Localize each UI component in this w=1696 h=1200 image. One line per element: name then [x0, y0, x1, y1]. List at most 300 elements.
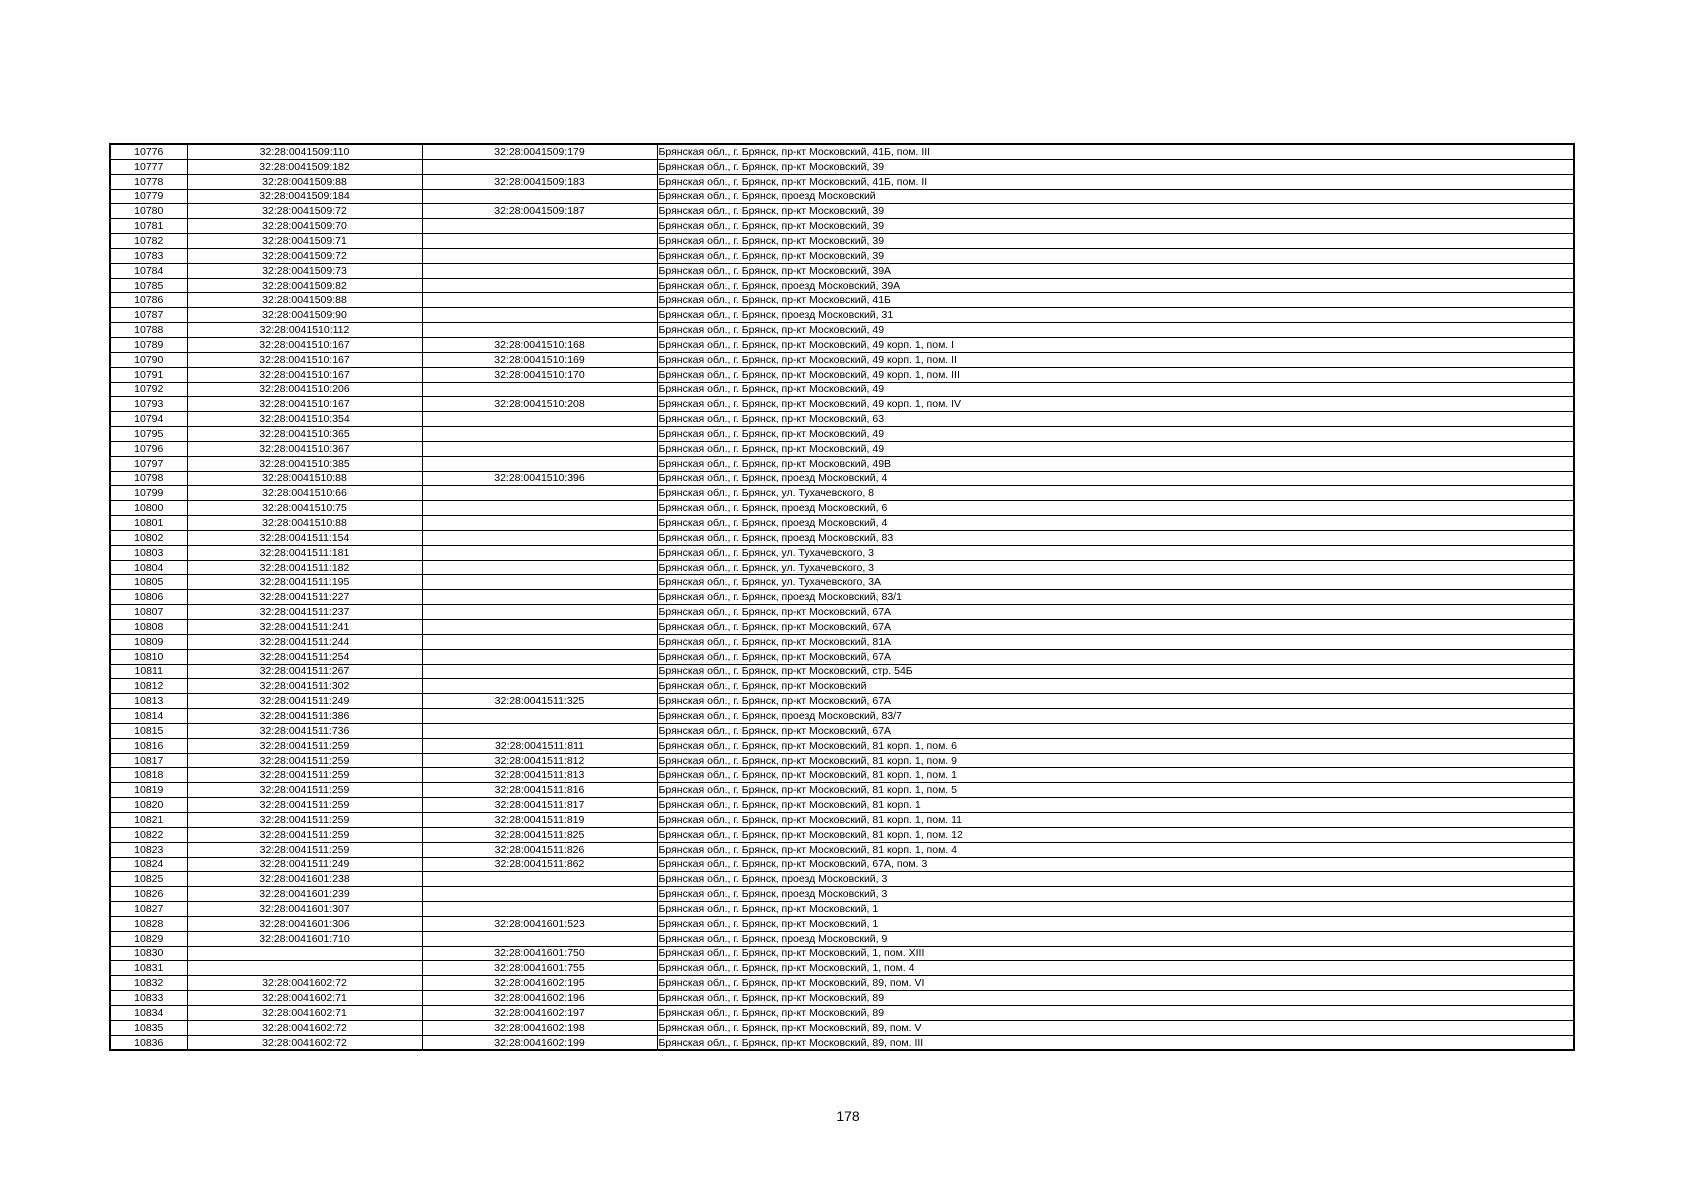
object-cadastral-number-cell — [422, 382, 657, 397]
address-cell: Брянская обл., г. Брянск, пр-кт Московский, 49 корп. 1, пом. II — [657, 352, 1574, 367]
row-number-cell: 10835 — [110, 1020, 187, 1035]
address-cell: Брянская обл., г. Брянск, пр-кт Московский, 67А — [657, 723, 1574, 738]
cadastral-number-cell: 32:28:0041510:206 — [187, 382, 422, 397]
address-cell: Брянская обл., г. Брянск, пр-кт Московский, 81 корп. 1, пом. 4 — [657, 842, 1574, 857]
object-cadastral-number-cell: 32:28:0041602:196 — [422, 991, 657, 1006]
cadastral-number-cell: 32:28:0041511:259 — [187, 842, 422, 857]
object-cadastral-number-cell — [422, 709, 657, 724]
object-cadastral-number-cell — [422, 664, 657, 679]
row-number-cell: 10825 — [110, 872, 187, 887]
cadastral-number-cell: 32:28:0041510:365 — [187, 427, 422, 442]
cadastral-number-cell: 32:28:0041510:167 — [187, 367, 422, 382]
address-cell: Брянская обл., г. Брянск, пр-кт Московский, 39 — [657, 219, 1574, 234]
cadastral-number-cell: 32:28:0041511:259 — [187, 783, 422, 798]
object-cadastral-number-cell — [422, 590, 657, 605]
cadastral-number-cell: 32:28:0041509:71 — [187, 234, 422, 249]
cadastral-number-cell: 32:28:0041602:71 — [187, 1005, 422, 1020]
object-cadastral-number-cell: 32:28:0041510:396 — [422, 471, 657, 486]
row-number-cell: 10818 — [110, 768, 187, 783]
cadastral-number-cell — [187, 961, 422, 976]
row-number-cell: 10801 — [110, 516, 187, 531]
row-number-cell: 10827 — [110, 902, 187, 917]
table-row — [110, 887, 1574, 902]
address-cell: Брянская обл., г. Брянск, пр-кт Московский, 81 корп. 1, пом. 12 — [657, 827, 1574, 842]
table-row — [110, 263, 1574, 278]
table-row — [110, 323, 1574, 338]
cadastral-number-cell: 32:28:0041511:259 — [187, 827, 422, 842]
row-number-cell: 10816 — [110, 738, 187, 753]
address-cell: Брянская обл., г. Брянск, проезд Московский, 4 — [657, 471, 1574, 486]
address-cell: Брянская обл., г. Брянск, пр-кт Московский, 39 — [657, 234, 1574, 249]
address-cell: Брянская обл., г. Брянск, пр-кт Московский, 67А — [657, 694, 1574, 709]
row-number-cell: 10791 — [110, 367, 187, 382]
object-cadastral-number-cell — [422, 308, 657, 323]
table-row — [110, 783, 1574, 798]
object-cadastral-number-cell — [422, 530, 657, 545]
row-number-cell: 10822 — [110, 827, 187, 842]
address-cell: Брянская обл., г. Брянск, ул. Тухачевского, 3 — [657, 560, 1574, 575]
object-cadastral-number-cell: 32:28:0041601:523 — [422, 916, 657, 931]
cadastral-number-cell: 32:28:0041509:88 — [187, 174, 422, 189]
table-row — [110, 664, 1574, 679]
cadastral-number-cell: 32:28:0041511:267 — [187, 664, 422, 679]
table-row — [110, 367, 1574, 382]
row-number-cell: 10832 — [110, 976, 187, 991]
address-cell: Брянская обл., г. Брянск, пр-кт Московский, 67А, пом. 3 — [657, 857, 1574, 872]
address-cell: Брянская обл., г. Брянск, пр-кт Московский, 67А — [657, 620, 1574, 635]
cadastral-number-cell: 32:28:0041511:259 — [187, 768, 422, 783]
address-cell: Брянская обл., г. Брянск, пр-кт Московский, 49 корп. 1, пом. III — [657, 367, 1574, 382]
row-number-cell: 10820 — [110, 798, 187, 813]
table-row — [110, 768, 1574, 783]
cadastral-number-cell: 32:28:0041601:239 — [187, 887, 422, 902]
cadastral-number-cell: 32:28:0041509:70 — [187, 219, 422, 234]
address-cell: Брянская обл., г. Брянск, пр-кт Московский, 63 — [657, 412, 1574, 427]
cadastral-number-cell: 32:28:0041601:238 — [187, 872, 422, 887]
table-row — [110, 931, 1574, 946]
address-cell: Брянская обл., г. Брянск, пр-кт Московский, 41Б, пом. III — [657, 144, 1574, 159]
address-cell: Брянская обл., г. Брянск, пр-кт Московский, 67А — [657, 605, 1574, 620]
object-cadastral-number-cell — [422, 159, 657, 174]
object-cadastral-number-cell — [422, 441, 657, 456]
object-cadastral-number-cell: 32:28:0041602:198 — [422, 1020, 657, 1035]
object-cadastral-number-cell: 32:28:0041602:197 — [422, 1005, 657, 1020]
object-cadastral-number-cell — [422, 931, 657, 946]
object-cadastral-number-cell: 32:28:0041510:208 — [422, 397, 657, 412]
address-cell: Брянская обл., г. Брянск, пр-кт Московский, 89, пом. III — [657, 1035, 1574, 1050]
row-number-cell: 10780 — [110, 204, 187, 219]
object-cadastral-number-cell: 32:28:0041511:325 — [422, 694, 657, 709]
row-number-cell: 10809 — [110, 634, 187, 649]
row-number-cell: 10812 — [110, 679, 187, 694]
row-number-cell: 10817 — [110, 753, 187, 768]
row-number-cell: 10824 — [110, 857, 187, 872]
table-row — [110, 189, 1574, 204]
table-row — [110, 738, 1574, 753]
row-number-cell: 10813 — [110, 694, 187, 709]
object-cadastral-number-cell: 32:28:0041509:187 — [422, 204, 657, 219]
cadastral-number-cell — [187, 946, 422, 961]
cadastral-number-cell: 32:28:0041510:112 — [187, 323, 422, 338]
object-cadastral-number-cell: 32:28:0041511:811 — [422, 738, 657, 753]
address-cell: Брянская обл., г. Брянск, пр-кт Московский, 81А — [657, 634, 1574, 649]
row-number-cell: 10783 — [110, 248, 187, 263]
object-cadastral-number-cell — [422, 263, 657, 278]
object-cadastral-number-cell — [422, 189, 657, 204]
object-cadastral-number-cell: 32:28:0041511:813 — [422, 768, 657, 783]
row-number-cell: 10823 — [110, 842, 187, 857]
object-cadastral-number-cell: 32:28:0041511:817 — [422, 798, 657, 813]
table-row — [110, 916, 1574, 931]
table-row — [110, 545, 1574, 560]
row-number-cell: 10795 — [110, 427, 187, 442]
row-number-cell: 10786 — [110, 293, 187, 308]
address-cell: Брянская обл., г. Брянск, проезд Московский, 3 — [657, 872, 1574, 887]
object-cadastral-number-cell — [422, 516, 657, 531]
address-cell: Брянская обл., г. Брянск, проезд Московский, 39А — [657, 278, 1574, 293]
table-row — [110, 709, 1574, 724]
cadastral-number-cell: 32:28:0041511:736 — [187, 723, 422, 738]
table-row — [110, 1020, 1574, 1035]
row-number-cell: 10782 — [110, 234, 187, 249]
cadastral-number-cell: 32:28:0041511:259 — [187, 738, 422, 753]
object-cadastral-number-cell: 32:28:0041511:819 — [422, 812, 657, 827]
cadastral-number-cell: 32:28:0041510:167 — [187, 397, 422, 412]
object-cadastral-number-cell — [422, 427, 657, 442]
address-cell: Брянская обл., г. Брянск, пр-кт Московский, 41Б, пом. II — [657, 174, 1574, 189]
cadastral-number-cell: 32:28:0041511:259 — [187, 753, 422, 768]
cadastral-number-cell: 32:28:0041511:386 — [187, 709, 422, 724]
row-number-cell: 10800 — [110, 501, 187, 516]
table-row — [110, 412, 1574, 427]
cadastral-number-cell: 32:28:0041510:385 — [187, 456, 422, 471]
address-cell: Брянская обл., г. Брянск, проезд Московский, 6 — [657, 501, 1574, 516]
address-cell: Брянская обл., г. Брянск, проезд Московский, 31 — [657, 308, 1574, 323]
object-cadastral-number-cell — [422, 234, 657, 249]
object-cadastral-number-cell — [422, 679, 657, 694]
row-number-cell: 10799 — [110, 486, 187, 501]
cadastral-number-cell: 32:28:0041509:110 — [187, 144, 422, 159]
address-cell: Брянская обл., г. Брянск, пр-кт Московский, 1, пом. XIII — [657, 946, 1574, 961]
cadastral-number-cell: 32:28:0041511:195 — [187, 575, 422, 590]
row-number-cell: 10831 — [110, 961, 187, 976]
object-cadastral-number-cell — [422, 456, 657, 471]
address-cell: Брянская обл., г. Брянск, пр-кт Московский, 89, пом. V — [657, 1020, 1574, 1035]
object-cadastral-number-cell — [422, 486, 657, 501]
row-number-cell: 10808 — [110, 620, 187, 635]
table-row — [110, 204, 1574, 219]
cadastral-number-cell: 32:28:0041511:241 — [187, 620, 422, 635]
cadastral-number-cell: 32:28:0041511:259 — [187, 798, 422, 813]
address-cell: Брянская обл., г. Брянск, пр-кт Московский, 49 — [657, 441, 1574, 456]
table-row — [110, 753, 1574, 768]
row-number-cell: 10794 — [110, 412, 187, 427]
cadastral-number-cell: 32:28:0041510:88 — [187, 516, 422, 531]
object-cadastral-number-cell: 32:28:0041510:170 — [422, 367, 657, 382]
address-cell: Брянская обл., г. Брянск, пр-кт Московский, 49 — [657, 382, 1574, 397]
row-number-cell: 10805 — [110, 575, 187, 590]
row-number-cell: 10778 — [110, 174, 187, 189]
row-number-cell: 10784 — [110, 263, 187, 278]
row-number-cell: 10811 — [110, 664, 187, 679]
table-row — [110, 560, 1574, 575]
table-row — [110, 397, 1574, 412]
table-row — [110, 530, 1574, 545]
object-cadastral-number-cell: 32:28:0041511:862 — [422, 857, 657, 872]
address-cell: Брянская обл., г. Брянск, пр-кт Московский, 39 — [657, 204, 1574, 219]
cadastral-number-cell: 32:28:0041509:184 — [187, 189, 422, 204]
cadastral-number-cell: 32:28:0041511:227 — [187, 590, 422, 605]
row-number-cell: 10833 — [110, 991, 187, 1006]
table-row — [110, 575, 1574, 590]
table-row — [110, 991, 1574, 1006]
table-row — [110, 590, 1574, 605]
row-number-cell: 10834 — [110, 1005, 187, 1020]
table-row — [110, 516, 1574, 531]
object-cadastral-number-cell — [422, 723, 657, 738]
table-row — [110, 634, 1574, 649]
object-cadastral-number-cell — [422, 248, 657, 263]
address-cell: Брянская обл., г. Брянск, пр-кт Московский, 1, пом. 4 — [657, 961, 1574, 976]
cadastral-number-cell: 32:28:0041510:66 — [187, 486, 422, 501]
cadastral-number-cell: 32:28:0041601:306 — [187, 916, 422, 931]
cadastral-number-cell: 32:28:0041511:249 — [187, 857, 422, 872]
table-row — [110, 679, 1574, 694]
object-cadastral-number-cell — [422, 545, 657, 560]
table-row — [110, 649, 1574, 664]
object-cadastral-number-cell: 32:28:0041509:179 — [422, 144, 657, 159]
table-row — [110, 352, 1574, 367]
row-number-cell: 10779 — [110, 189, 187, 204]
table-row — [110, 605, 1574, 620]
table-row — [110, 427, 1574, 442]
address-cell: Брянская обл., г. Брянск, проезд Московский, 4 — [657, 516, 1574, 531]
cadastral-number-cell: 32:28:0041510:354 — [187, 412, 422, 427]
address-cell: Брянская обл., г. Брянск, проезд Московский, 83/1 — [657, 590, 1574, 605]
cadastral-number-cell: 32:28:0041602:71 — [187, 991, 422, 1006]
row-number-cell: 10830 — [110, 946, 187, 961]
cadastral-number-cell: 32:28:0041602:72 — [187, 976, 422, 991]
object-cadastral-number-cell — [422, 605, 657, 620]
table-row — [110, 234, 1574, 249]
address-cell: Брянская обл., г. Брянск, ул. Тухачевского, 3 — [657, 545, 1574, 560]
table-row — [110, 798, 1574, 813]
table-row — [110, 1035, 1574, 1050]
address-cell: Брянская обл., г. Брянск, проезд Московский, 83/7 — [657, 709, 1574, 724]
table-row — [110, 902, 1574, 917]
cadastral-number-cell: 32:28:0041511:259 — [187, 812, 422, 827]
table-row — [110, 694, 1574, 709]
cadastral-number-cell: 32:28:0041510:167 — [187, 337, 422, 352]
cadastral-number-cell: 32:28:0041511:154 — [187, 530, 422, 545]
address-cell: Брянская обл., г. Брянск, пр-кт Московский, 49 корп. 1, пом. I — [657, 337, 1574, 352]
table-row — [110, 278, 1574, 293]
row-number-cell: 10814 — [110, 709, 187, 724]
table-row — [110, 961, 1574, 976]
cadastral-number-cell: 32:28:0041509:72 — [187, 204, 422, 219]
object-cadastral-number-cell: 32:28:0041510:169 — [422, 352, 657, 367]
cadastral-number-cell: 32:28:0041509:90 — [187, 308, 422, 323]
object-cadastral-number-cell: 32:28:0041511:826 — [422, 842, 657, 857]
cadastral-number-cell: 32:28:0041509:72 — [187, 248, 422, 263]
address-cell: Брянская обл., г. Брянск, пр-кт Московский, 49 — [657, 427, 1574, 442]
table-row — [110, 812, 1574, 827]
address-cell: Брянская обл., г. Брянск, проезд Московский, 9 — [657, 931, 1574, 946]
row-number-cell: 10790 — [110, 352, 187, 367]
cadastral-number-cell: 32:28:0041509:82 — [187, 278, 422, 293]
address-cell: Брянская обл., г. Брянск, пр-кт Московский, 81 корп. 1, пом. 5 — [657, 783, 1574, 798]
address-cell: Брянская обл., г. Брянск, пр-кт Московский, 89, пом. VI — [657, 976, 1574, 991]
cadastral-number-cell: 32:28:0041511:182 — [187, 560, 422, 575]
page-number: 178 — [836, 1108, 860, 1124]
object-cadastral-number-cell — [422, 634, 657, 649]
address-cell: Брянская обл., г. Брянск, пр-кт Московский, 81 корп. 1, пом. 1 — [657, 768, 1574, 783]
object-cadastral-number-cell: 32:28:0041509:183 — [422, 174, 657, 189]
row-number-cell: 10804 — [110, 560, 187, 575]
object-cadastral-number-cell: 32:28:0041602:195 — [422, 976, 657, 991]
object-cadastral-number-cell — [422, 649, 657, 664]
row-number-cell: 10789 — [110, 337, 187, 352]
address-cell: Брянская обл., г. Брянск, пр-кт Московский, 81 корп. 1 — [657, 798, 1574, 813]
table-row — [110, 471, 1574, 486]
object-cadastral-number-cell — [422, 902, 657, 917]
cadastral-number-cell: 32:28:0041602:72 — [187, 1035, 422, 1050]
address-cell: Брянская обл., г. Брянск, пр-кт Московский, 67А — [657, 649, 1574, 664]
table-row — [110, 248, 1574, 263]
table-row — [110, 308, 1574, 323]
row-number-cell: 10828 — [110, 916, 187, 931]
cadastral-number-cell: 32:28:0041510:75 — [187, 501, 422, 516]
row-number-cell: 10821 — [110, 812, 187, 827]
object-cadastral-number-cell — [422, 278, 657, 293]
cadastral-number-cell: 32:28:0041601:710 — [187, 931, 422, 946]
row-number-cell: 10781 — [110, 219, 187, 234]
registry-table-body — [110, 144, 1574, 1050]
table-row — [110, 872, 1574, 887]
object-cadastral-number-cell: 32:28:0041602:199 — [422, 1035, 657, 1050]
address-cell: Брянская обл., г. Брянск, проезд Московский, 3 — [657, 887, 1574, 902]
row-number-cell: 10777 — [110, 159, 187, 174]
row-number-cell: 10796 — [110, 441, 187, 456]
row-number-cell: 10819 — [110, 783, 187, 798]
table-row — [110, 501, 1574, 516]
row-number-cell: 10815 — [110, 723, 187, 738]
row-number-cell: 10807 — [110, 605, 187, 620]
table-row — [110, 219, 1574, 234]
address-cell: Брянская обл., г. Брянск, пр-кт Московский, 1 — [657, 902, 1574, 917]
cadastral-number-cell: 32:28:0041510:167 — [187, 352, 422, 367]
row-number-cell: 10785 — [110, 278, 187, 293]
object-cadastral-number-cell — [422, 872, 657, 887]
table-row — [110, 382, 1574, 397]
address-cell: Брянская обл., г. Брянск, пр-кт Московский, 41Б — [657, 293, 1574, 308]
object-cadastral-number-cell — [422, 560, 657, 575]
cadastral-number-cell: 32:28:0041510:367 — [187, 441, 422, 456]
row-number-cell: 10806 — [110, 590, 187, 605]
object-cadastral-number-cell: 32:28:0041511:812 — [422, 753, 657, 768]
table-row — [110, 1005, 1574, 1020]
object-cadastral-number-cell — [422, 620, 657, 635]
object-cadastral-number-cell: 32:28:0041510:168 — [422, 337, 657, 352]
cadastral-number-cell: 32:28:0041511:249 — [187, 694, 422, 709]
address-cell: Брянская обл., г. Брянск, ул. Тухачевского, 8 — [657, 486, 1574, 501]
object-cadastral-number-cell: 32:28:0041511:825 — [422, 827, 657, 842]
address-cell: Брянская обл., г. Брянск, пр-кт Московский, 49В — [657, 456, 1574, 471]
table-row — [110, 159, 1574, 174]
object-cadastral-number-cell — [422, 501, 657, 516]
row-number-cell: 10836 — [110, 1035, 187, 1050]
address-cell: Брянская обл., г. Брянск, пр-кт Московский, 81 корп. 1, пом. 11 — [657, 812, 1574, 827]
row-number-cell: 10826 — [110, 887, 187, 902]
object-cadastral-number-cell — [422, 323, 657, 338]
address-cell: Брянская обл., г. Брянск, пр-кт Московский, 39 — [657, 159, 1574, 174]
address-cell: Брянская обл., г. Брянск, проезд Московский, 83 — [657, 530, 1574, 545]
cadastral-number-cell: 32:28:0041509:73 — [187, 263, 422, 278]
cadastral-number-cell: 32:28:0041509:182 — [187, 159, 422, 174]
table-row — [110, 144, 1574, 159]
object-cadastral-number-cell: 32:28:0041601:750 — [422, 946, 657, 961]
object-cadastral-number-cell — [422, 887, 657, 902]
cadastral-number-cell: 32:28:0041511:237 — [187, 605, 422, 620]
object-cadastral-number-cell — [422, 412, 657, 427]
address-cell: Брянская обл., г. Брянск, проезд Московский — [657, 189, 1574, 204]
object-cadastral-number-cell: 32:28:0041511:816 — [422, 783, 657, 798]
cadastral-number-cell: 32:28:0041511:244 — [187, 634, 422, 649]
cadastral-number-cell: 32:28:0041510:88 — [187, 471, 422, 486]
row-number-cell: 10788 — [110, 323, 187, 338]
table-row — [110, 293, 1574, 308]
object-cadastral-number-cell — [422, 575, 657, 590]
table-row — [110, 842, 1574, 857]
row-number-cell: 10810 — [110, 649, 187, 664]
cadastral-number-cell: 32:28:0041601:307 — [187, 902, 422, 917]
table-row — [110, 976, 1574, 991]
row-number-cell: 10793 — [110, 397, 187, 412]
cadastral-number-cell: 32:28:0041602:72 — [187, 1020, 422, 1035]
row-number-cell: 10787 — [110, 308, 187, 323]
table-row — [110, 946, 1574, 961]
address-cell: Брянская обл., г. Брянск, пр-кт Московский, стр. 54Б — [657, 664, 1574, 679]
cadastral-number-cell: 32:28:0041511:254 — [187, 649, 422, 664]
row-number-cell: 10803 — [110, 545, 187, 560]
table-row — [110, 857, 1574, 872]
object-cadastral-number-cell — [422, 293, 657, 308]
address-cell: Брянская обл., г. Брянск, пр-кт Московский, 49 — [657, 323, 1574, 338]
cadastral-number-cell: 32:28:0041511:302 — [187, 679, 422, 694]
table-row — [110, 174, 1574, 189]
row-number-cell: 10798 — [110, 471, 187, 486]
address-cell: Брянская обл., г. Брянск, пр-кт Московский, 89 — [657, 991, 1574, 1006]
address-cell: Брянская обл., г. Брянск, пр-кт Московский, 39А — [657, 263, 1574, 278]
table-row — [110, 337, 1574, 352]
address-cell: Брянская обл., г. Брянск, пр-кт Московский, 89 — [657, 1005, 1574, 1020]
object-cadastral-number-cell: 32:28:0041601:755 — [422, 961, 657, 976]
cadastral-number-cell: 32:28:0041511:181 — [187, 545, 422, 560]
table-row — [110, 723, 1574, 738]
row-number-cell: 10776 — [110, 144, 187, 159]
table-row — [110, 620, 1574, 635]
row-number-cell: 10802 — [110, 530, 187, 545]
cadastral-number-cell: 32:28:0041509:88 — [187, 293, 422, 308]
table-row — [110, 486, 1574, 501]
address-cell: Брянская обл., г. Брянск, пр-кт Московский, 81 корп. 1, пом. 6 — [657, 738, 1574, 753]
table-row — [110, 456, 1574, 471]
address-cell: Брянская обл., г. Брянск, пр-кт Московский, 49 корп. 1, пом. IV — [657, 397, 1574, 412]
address-cell: Брянская обл., г. Брянск, пр-кт Московский, 1 — [657, 916, 1574, 931]
address-cell: Брянская обл., г. Брянск, ул. Тухачевского, 3А — [657, 575, 1574, 590]
address-cell: Брянская обл., г. Брянск, пр-кт Московский — [657, 679, 1574, 694]
table-row — [110, 827, 1574, 842]
